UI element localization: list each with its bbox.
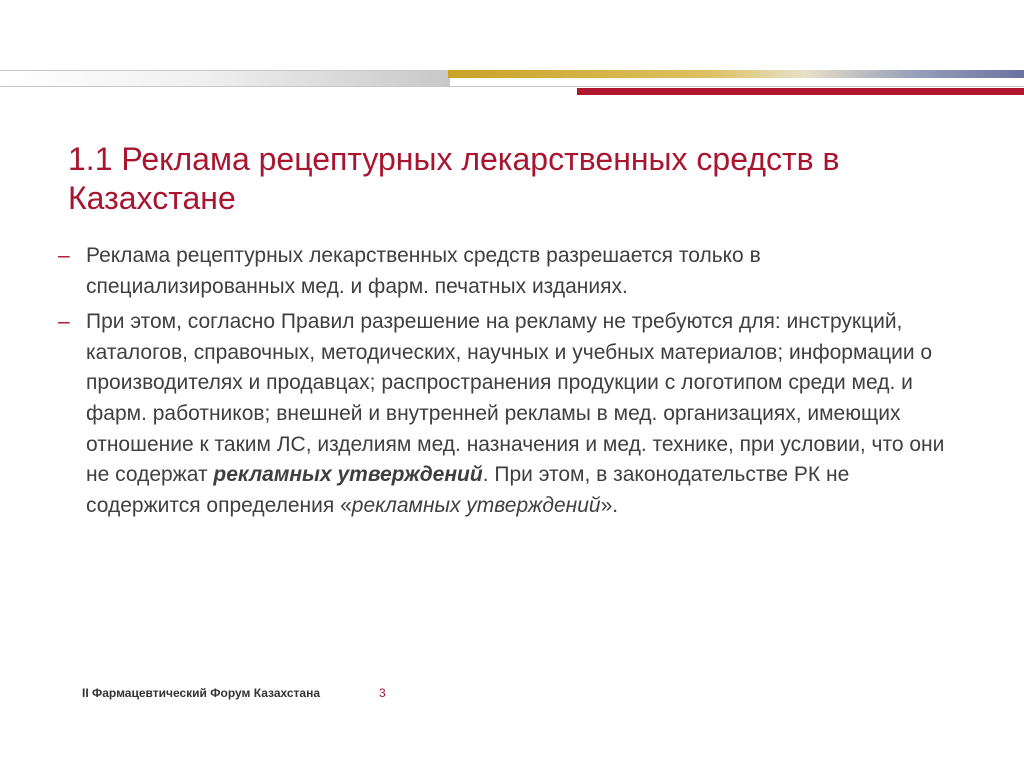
bullet-text: Реклама рецептурных лекарственных средств разрешается только в специализированных мед. и фарм. печатных изданиях. xyxy=(86,244,761,298)
bullet-text: . При этом, в законодательстве РК не содержится определения « xyxy=(86,463,850,517)
bullet-marker: – xyxy=(58,310,70,334)
header-gold-band xyxy=(448,70,1024,78)
footer-text: II Фармацевтический Форум Казахстана xyxy=(82,686,321,700)
header-red-band xyxy=(577,88,1024,95)
page-number: 3 xyxy=(379,686,386,700)
slide-title: 1.1 Реклама рецептурных лекарственных средств в Казахстане xyxy=(68,141,840,216)
bullet-list xyxy=(58,241,958,526)
bullet-item xyxy=(58,307,958,521)
header-decoration xyxy=(0,70,1024,88)
header-grey-band xyxy=(0,71,450,86)
bullet-item xyxy=(58,241,958,302)
bullet-text: ». xyxy=(600,493,619,517)
bullet-text: При этом, согласно Правил разрешение на рекламу не требуются для: инструкций, каталогов, справочных, методических, научных и учебных материалов; информации о производителях и продавцах; распространения продукции с логотипом среди мед. и фарм. работников; внешней и внутренней рекламы в мед. организациях, имеющих отношение к таким ЛС, изделиям мед. назначения и мед. технике, при условии, что они не содержат xyxy=(86,310,945,487)
quoted-term: рекламных утверждений xyxy=(351,493,601,517)
emphasized-term: рекламных утверждений xyxy=(213,463,483,487)
header-rule-line xyxy=(0,86,1024,87)
bullet-marker: – xyxy=(58,244,70,267)
